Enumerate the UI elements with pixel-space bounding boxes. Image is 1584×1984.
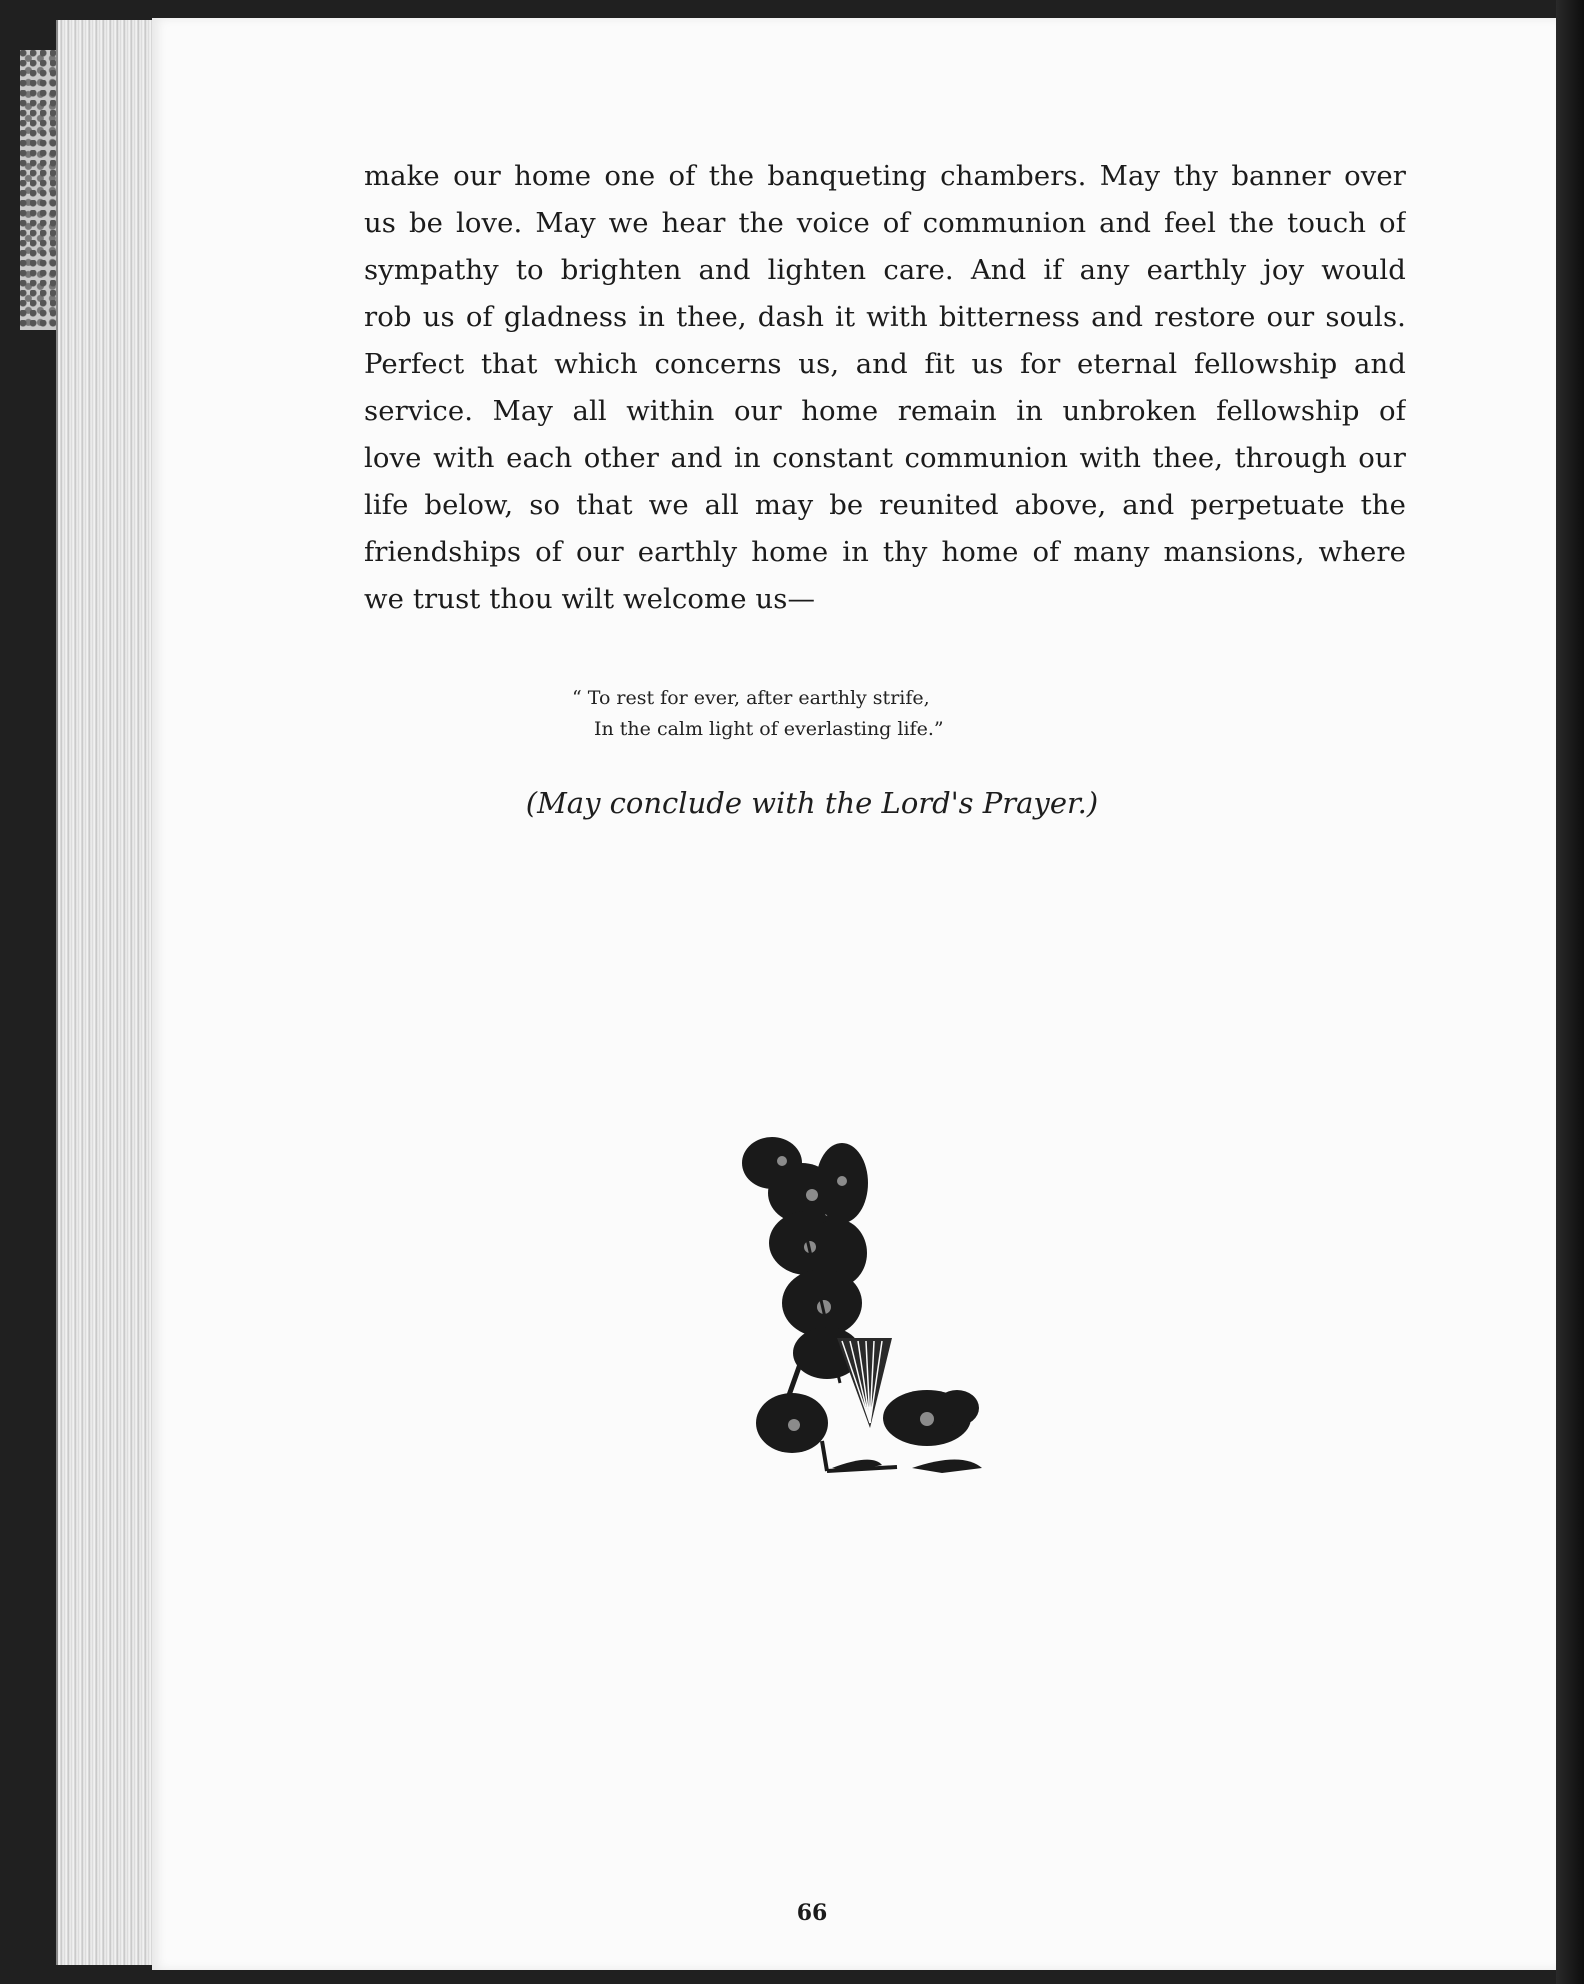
body-line: love with each other and in constant communion with thee, through our [364, 442, 1406, 474]
body-line: rob us of gladness in thee, dash it with bitterness and restore our souls. [364, 301, 1406, 333]
body-paragraph [364, 153, 1406, 623]
verse-line: “ To rest for ever, after earthly strife, [572, 687, 930, 709]
body-line: make our home one of the banqueting chambers. May thy banner over [364, 160, 1406, 192]
body-line: Perfect that which concerns us, and fit us for eternal fellowship and [364, 348, 1406, 380]
body-line: service. May all within our home remain in unbroken fellowship of [364, 395, 1406, 427]
page-sheet [152, 18, 1556, 1970]
body-line: life below, so that we all may be reunited above, and perpetuate the [364, 489, 1406, 521]
book-page-edges [56, 20, 158, 1965]
floral-wreath-with-anchor-ornament-icon [732, 1123, 992, 1483]
verse-line: In the calm light of everlasting life.” [594, 718, 944, 740]
prayer-rubric: (May conclude with the Lord's Prayer.) [525, 786, 1099, 820]
body-line: we trust thou wilt welcome us— [364, 583, 816, 615]
page-number: 66 [796, 1900, 828, 1926]
book-cover-edge [1556, 0, 1584, 1984]
body-line: us be love. May we hear the voice of communion and feel the touch of [364, 207, 1406, 239]
body-line: friendships of our earthly home in thy home of many mansions, where [364, 536, 1406, 568]
body-line: sympathy to brighten and lighten care. And if any earthly joy would [364, 254, 1406, 286]
verse-quotation [572, 683, 1092, 745]
marbled-endpaper-edge [20, 50, 60, 330]
